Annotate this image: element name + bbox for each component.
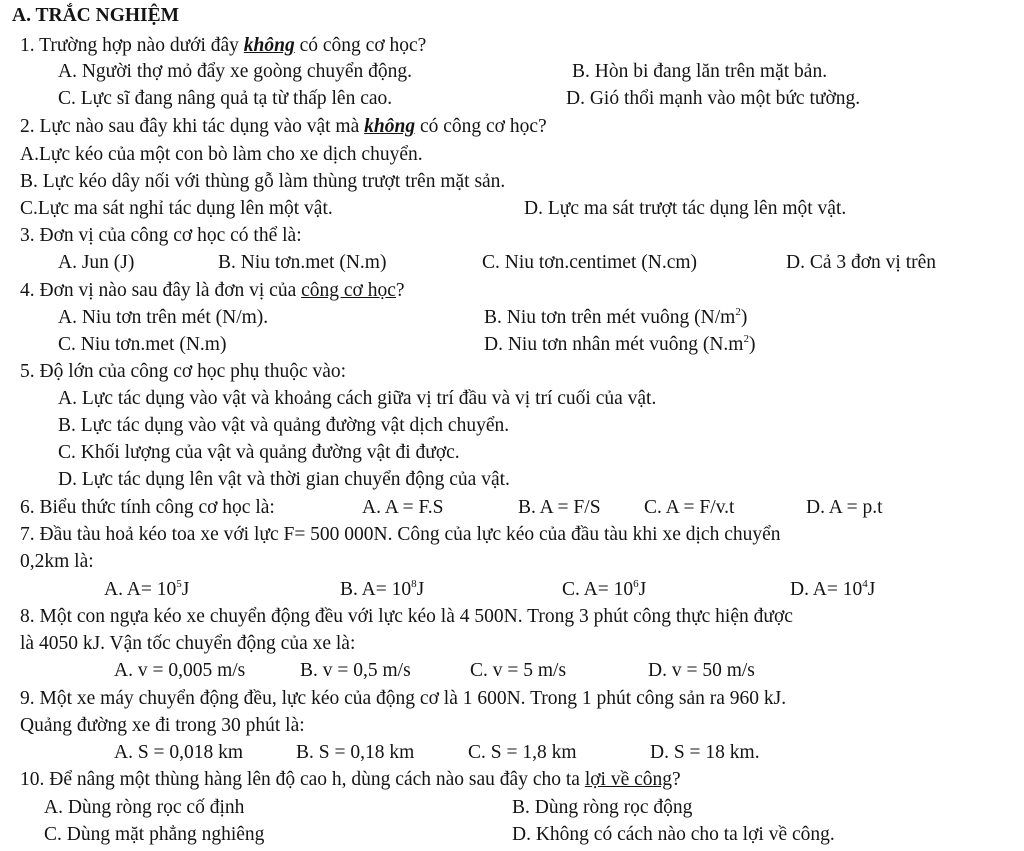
q7-option-d-text: D. A= 10 <box>790 579 863 600</box>
q7-option-a-text: A. A= 10 <box>104 579 177 600</box>
q3-option-b[interactable]: B. Niu tơn.met (N.m) <box>218 252 387 273</box>
q4-option-d[interactable] <box>484 335 755 355</box>
question-2-text-end: có công cơ học? <box>415 116 547 137</box>
q9-option-d[interactable]: D. S = 18 km. <box>650 742 760 763</box>
q5-option-c[interactable]: C. Khối lượng của vật và quảng đường vật đi được. <box>58 442 460 463</box>
q7-option-b-unit: J <box>416 579 425 600</box>
q4-option-c[interactable]: C. Niu tơn.met (N.m) <box>58 334 227 355</box>
q4-option-b-exponent: 2 <box>735 306 741 318</box>
question-2-text: 2. Lực nào sau đây khi tác dụng vào vật mà <box>20 116 365 137</box>
q7-option-c-exponent: 6 <box>633 578 639 590</box>
q10-option-c[interactable]: C. Dùng mặt phẳng nghiêng <box>44 824 265 845</box>
q2-option-d[interactable]: D. Lực ma sát trượt tác dụng lên một vật. <box>524 198 847 219</box>
question-7-line-1: 7. Đầu tàu hoả kéo toa xe với lực F= 500 000N. Công của lực kéo của đầu tàu khi xe dịch chuyển <box>20 524 781 545</box>
question-10 <box>20 770 681 790</box>
q4-option-a[interactable]: A. Niu tơn trên mét (N/m). <box>58 307 269 328</box>
q9-option-b[interactable]: B. S = 0,18 km <box>296 742 415 763</box>
q7-option-b-exponent: 8 <box>411 578 417 590</box>
q6-option-a[interactable]: A. A = F.S <box>362 497 444 518</box>
q5-option-b[interactable]: B. Lực tác dụng vào vật và quảng đường vật dịch chuyển. <box>58 415 510 436</box>
q10-option-a[interactable]: A. Dùng ròng rọc cố định <box>44 797 245 818</box>
q9-option-a[interactable]: A. S = 0,018 km <box>114 742 244 763</box>
q7-option-c-unit: J <box>638 579 647 600</box>
q7-option-a-unit: J <box>181 579 190 600</box>
q6-option-b[interactable]: B. A = F/S <box>518 497 601 518</box>
q7-option-a[interactable] <box>104 580 189 600</box>
question-1-text-end: có công cơ học? <box>294 35 427 56</box>
question-4-text-end: ? <box>395 280 405 301</box>
q7-option-c[interactable] <box>562 580 646 600</box>
q4-option-b[interactable] <box>484 308 747 328</box>
q7-option-c-text: C. A= 10 <box>562 579 634 600</box>
question-2 <box>20 117 547 137</box>
q6-option-d[interactable]: D. A = p.t <box>806 497 883 518</box>
question-4 <box>20 281 405 301</box>
q5-option-d[interactable]: D. Lực tác dụng lên vật và thời gian chuyển động của vật. <box>58 469 510 490</box>
q8-option-a[interactable]: A. v = 0,005 m/s <box>114 660 246 681</box>
q10-option-b[interactable]: B. Dùng ròng rọc động <box>512 797 693 818</box>
q10-option-d[interactable]: D. Không có cách nào cho ta lợi về công. <box>512 824 835 845</box>
q1-option-a[interactable]: A. Người thợ mỏ đẩy xe goòng chuyển động. <box>58 61 412 82</box>
q7-option-a-exponent: 5 <box>176 578 182 590</box>
q3-option-a[interactable]: A. Jun (J) <box>58 252 135 273</box>
q9-option-c[interactable]: C. S = 1,8 km <box>468 742 577 763</box>
question-9-line-1: 9. Một xe máy chuyển động đều, lực kéo của động cơ là 1 600N. Trong 1 phút công sản ra 960 kJ. <box>20 688 787 709</box>
question-4-text: 4. Đơn vị nào sau đây là đơn vị của <box>20 280 302 301</box>
q4-option-b-close: ) <box>740 307 748 328</box>
question-6: 6. Biểu thức tính công cơ học là: <box>20 497 275 518</box>
q2-option-a[interactable]: A.Lực kéo của một con bò làm cho xe dịch chuyển. <box>20 144 423 165</box>
q5-option-a[interactable]: A. Lực tác dụng vào vật và khoảng cách giữa vị trí đầu và vị trí cuối của vật. <box>58 388 657 409</box>
q3-option-d[interactable]: D. Cả 3 đơn vị trên <box>786 252 937 273</box>
question-7-line-2: 0,2km là: <box>20 551 94 572</box>
q8-option-b[interactable]: B. v = 0,5 m/s <box>300 660 411 681</box>
q6-option-c[interactable]: C. A = F/v.t <box>644 497 735 518</box>
question-3: 3. Đơn vị của công cơ học có thể là: <box>20 225 302 246</box>
q1-option-b[interactable]: B. Hòn bi đang lăn trên mặt bản. <box>572 61 828 82</box>
question-10-emphasis: lợi về công <box>584 769 673 790</box>
q7-option-d-unit: J <box>867 579 876 600</box>
question-10-text: 10. Để nâng một thùng hàng lên độ cao h, dùng cách nào sau đây cho ta <box>20 769 585 790</box>
q2-option-b[interactable]: B. Lực kéo dây nối với thùng gỗ làm thùng trượt trên mặt sản. <box>20 171 506 192</box>
question-1-text: 1. Trường hợp nào dưới đây <box>20 35 244 56</box>
q4-option-d-text: D. Niu tơn nhân mét vuông (N.m <box>484 334 744 355</box>
q8-option-c[interactable]: C. v = 5 m/s <box>470 660 567 681</box>
question-10-text-end: ? <box>672 769 681 790</box>
question-1-emphasis: không <box>243 35 295 56</box>
q7-option-b-text: B. A= 10 <box>340 579 412 600</box>
q8-option-d[interactable]: D. v = 50 m/s <box>648 660 755 681</box>
question-9-line-2: Quảng đường xe đi trong 30 phút là: <box>20 715 305 736</box>
q1-option-d[interactable]: D. Gió thổi mạnh vào một bức tường. <box>566 88 861 109</box>
question-8-line-1: 8. Một con ngựa kéo xe chuyển động đều với lực kéo là 4 500N. Trong 3 phút công thực hiện được <box>20 606 793 627</box>
q4-option-d-close: ) <box>748 334 756 355</box>
q3-option-c[interactable]: C. Niu tơn.centimet (N.cm) <box>482 252 698 273</box>
q1-option-c[interactable]: C. Lực sĩ đang nâng quả tạ từ thấp lên cao. <box>58 88 393 109</box>
question-5: 5. Độ lớn của công cơ học phụ thuộc vào: <box>20 361 347 382</box>
q7-option-d[interactable] <box>790 580 875 600</box>
question-8-line-2: là 4050 kJ. Vận tốc chuyển động của xe là: <box>20 633 356 654</box>
question-4-emphasis: công cơ học <box>301 280 396 301</box>
q7-option-d-exponent: 4 <box>862 578 868 590</box>
q4-option-d-exponent: 2 <box>743 333 749 345</box>
question-2-emphasis: không <box>364 116 416 137</box>
question-1 <box>20 36 426 56</box>
q2-option-c[interactable]: C.Lực ma sát nghỉ tác dụng lên một vật. <box>20 198 333 219</box>
section-title: A. TRẮC NGHIỆM <box>12 5 180 26</box>
q7-option-b[interactable] <box>340 580 424 600</box>
q4-option-b-text: B. Niu tơn trên mét vuông (N/m <box>484 307 736 328</box>
